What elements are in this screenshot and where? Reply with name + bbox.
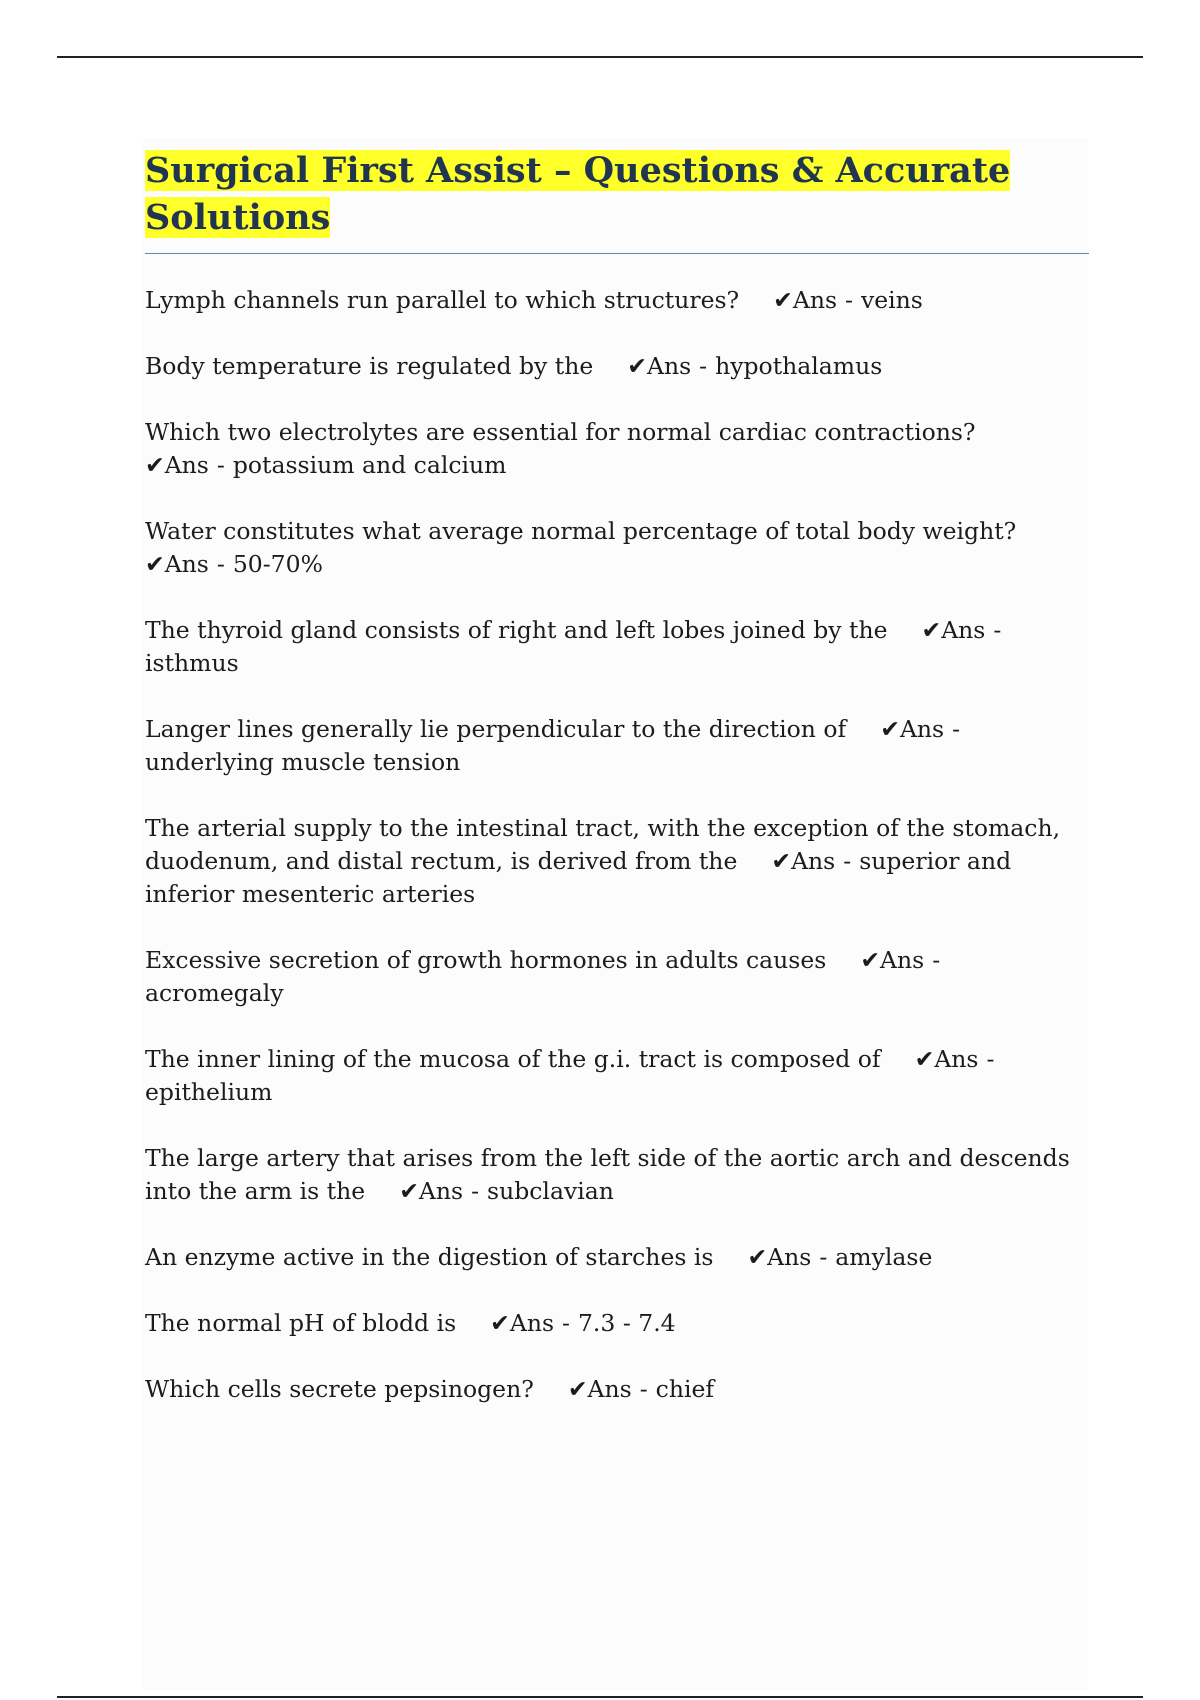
qa-item bbox=[145, 944, 1085, 1010]
answer-text: veins bbox=[860, 286, 923, 314]
question-text: An enzyme active in the digestion of starches is bbox=[145, 1243, 714, 1271]
question-text: Lymph channels run parallel to which structures? bbox=[145, 286, 740, 314]
answer-separator: - bbox=[845, 286, 853, 314]
answer-marker bbox=[568, 1375, 656, 1403]
answer-separator: - bbox=[843, 847, 852, 875]
answer-separator: - bbox=[819, 1243, 828, 1271]
answer-marker bbox=[860, 946, 948, 974]
document-page bbox=[143, 138, 1088, 1690]
ans-label: Ans bbox=[934, 1045, 979, 1073]
qa-item bbox=[145, 350, 1085, 383]
checkmark-icon: ✔ bbox=[880, 715, 900, 743]
checkmark-icon: ✔ bbox=[145, 550, 165, 578]
answer-text: hypothalamus bbox=[715, 352, 883, 380]
answer-separator: - bbox=[932, 946, 941, 974]
answer-text: superior and inferior mesenteric arteries bbox=[145, 847, 1012, 908]
checkmark-icon: ✔ bbox=[921, 616, 942, 644]
answer-separator: - bbox=[216, 451, 225, 479]
answer-separator: - bbox=[699, 352, 708, 380]
answer-marker bbox=[880, 715, 968, 743]
answer-separator: - bbox=[986, 1045, 995, 1073]
question-text: Body temperature is regulated by the bbox=[145, 352, 594, 380]
answer-marker bbox=[145, 550, 233, 578]
checkmark-icon: ✔ bbox=[914, 1045, 935, 1073]
question-text: The thyroid gland consists of right and left lobes joined by the bbox=[145, 616, 888, 644]
answer-text: acromegaly bbox=[145, 979, 284, 1007]
question-text: Excessive secretion of growth hormones in adults causes bbox=[145, 946, 827, 974]
answer-text: 7.3 - 7.4 bbox=[577, 1309, 676, 1337]
answer-separator: - bbox=[562, 1309, 570, 1337]
qa-item bbox=[145, 284, 1085, 317]
qa-item bbox=[145, 1142, 1085, 1208]
answer-text: 50-70% bbox=[232, 550, 323, 578]
question-text: The inner lining of the mucosa of the g.i. tract is composed of bbox=[145, 1045, 881, 1073]
ans-label: Ans bbox=[767, 1243, 812, 1271]
answer-text: isthmus bbox=[145, 649, 239, 677]
title-underline bbox=[145, 253, 1089, 254]
ans-label: Ans bbox=[509, 1309, 555, 1337]
ans-label: Ans bbox=[791, 847, 836, 875]
answer-text: subclavian bbox=[487, 1177, 614, 1205]
qa-item bbox=[145, 614, 1085, 680]
answer-text: epithelium bbox=[145, 1078, 273, 1106]
answer-marker bbox=[399, 1177, 487, 1205]
answer-separator: - bbox=[993, 616, 1002, 644]
qa-item bbox=[145, 1373, 1085, 1406]
ans-label: Ans bbox=[646, 352, 692, 380]
document-title bbox=[145, 147, 1088, 241]
answer-marker bbox=[773, 286, 861, 314]
answer-separator: - bbox=[216, 550, 225, 578]
ans-label: Ans bbox=[587, 1375, 632, 1403]
answer-marker bbox=[922, 616, 1010, 644]
question-text: The arterial supply to the intestinal tract, with the exception of the stomach, duodenum, and distal rectum, is derived from the bbox=[145, 814, 1061, 875]
answer-separator: - bbox=[952, 715, 961, 743]
answer-marker bbox=[490, 1309, 578, 1337]
page-bottom-rule bbox=[57, 1696, 1143, 1698]
checkmark-icon: ✔ bbox=[771, 847, 792, 875]
qa-item bbox=[145, 1241, 1085, 1274]
checkmark-icon: ✔ bbox=[773, 286, 793, 314]
qa-item bbox=[145, 515, 1085, 581]
ans-label: Ans bbox=[164, 550, 209, 578]
qa-item bbox=[145, 1307, 1085, 1340]
qa-item bbox=[145, 713, 1085, 779]
answer-text: chief bbox=[655, 1375, 715, 1403]
question-text: Which cells secrete pepsinogen? bbox=[145, 1375, 534, 1403]
qa-item bbox=[145, 416, 1085, 482]
answer-text: amylase bbox=[835, 1243, 933, 1271]
ans-label: Ans bbox=[418, 1177, 464, 1205]
answer-separator: - bbox=[471, 1177, 480, 1205]
checkmark-icon: ✔ bbox=[747, 1243, 768, 1271]
answer-marker bbox=[915, 1045, 1003, 1073]
answer-marker bbox=[627, 352, 715, 380]
qa-item bbox=[145, 1043, 1085, 1109]
checkmark-icon: ✔ bbox=[490, 1309, 510, 1337]
question-text: Water constitutes what average normal percentage of total body weight? bbox=[145, 517, 1017, 545]
ans-label: Ans bbox=[880, 946, 925, 974]
qa-item bbox=[145, 812, 1085, 911]
answer-text: underlying muscle tension bbox=[145, 748, 461, 776]
document-title-text: Surgical First Assist – Questions & Accurate Solutions bbox=[145, 150, 1011, 238]
question-text: Which two electrolytes are essential for normal cardiac contractions? bbox=[145, 418, 976, 446]
ans-label: Ans bbox=[899, 715, 945, 743]
answer-text: potassium and calcium bbox=[232, 451, 507, 479]
qa-list bbox=[145, 284, 1085, 1406]
checkmark-icon: ✔ bbox=[627, 352, 647, 380]
question-text: The large artery that arises from the left side of the aortic arch and descends into the arm is the bbox=[145, 1144, 1070, 1205]
question-text: Langer lines generally lie perpendicular to the direction of bbox=[145, 715, 847, 743]
answer-marker bbox=[771, 847, 859, 875]
checkmark-icon: ✔ bbox=[145, 451, 165, 479]
checkmark-icon: ✔ bbox=[399, 1177, 419, 1205]
checkmark-icon: ✔ bbox=[860, 946, 881, 974]
question-text: The normal pH of blodd is bbox=[145, 1309, 457, 1337]
answer-separator: - bbox=[639, 1375, 648, 1403]
ans-label: Ans bbox=[792, 286, 838, 314]
checkmark-icon: ✔ bbox=[567, 1375, 588, 1403]
ans-label: Ans bbox=[164, 451, 209, 479]
ans-label: Ans bbox=[941, 616, 986, 644]
answer-marker bbox=[747, 1243, 835, 1271]
answer-marker bbox=[145, 451, 233, 479]
page-top-rule bbox=[57, 56, 1143, 58]
